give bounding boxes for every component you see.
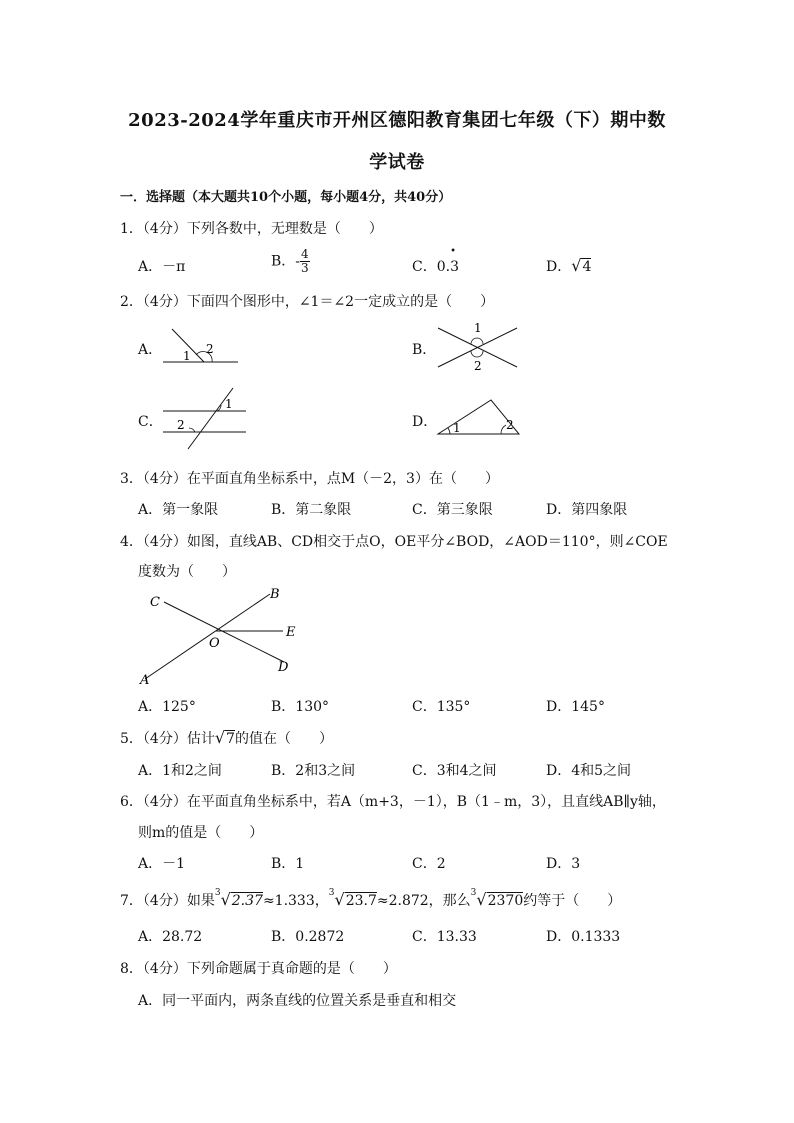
section-heading: 一．选择题（本大题共10个小题，每小题4分，共40分） (120, 190, 452, 205)
q5-option-b: B．2和3之间 (271, 763, 356, 779)
q6-option-b: B．1 (271, 856, 305, 872)
question-6-stem-line2: 则m的值是（ ） (138, 825, 264, 841)
svg-text:2: 2 (474, 359, 482, 372)
q7-option-a: A．28.72 (138, 929, 203, 945)
q6-option-a: A．－1 (138, 856, 186, 872)
svg-text:2: 2 (177, 418, 185, 432)
question-1-stem: 1．（4分）下列各数中，无理数是（ ） (120, 221, 383, 237)
q3-option-a: A．第一象限 (138, 502, 219, 518)
svg-text:1: 1 (453, 421, 461, 435)
svg-text:C: C (150, 595, 160, 610)
svg-text:2: 2 (206, 342, 214, 356)
q3-option-c: C．第三象限 (412, 502, 493, 518)
question-6-stem-line1: 6．（4分）在平面直角坐标系中，若A（m+3，－1），B（1﹣m，3），且直线AB∥y轴， (120, 794, 666, 810)
q1-option-d: D．√4 (546, 256, 592, 275)
page-title-line1: 2023-2024学年重庆市开州区德阳教育集团七年级（下）期中数 (128, 110, 666, 131)
q4-option-a: A．125° (138, 699, 196, 715)
question-3-stem: 3．（4分）在平面直角坐标系中，点M（－2，3）在（ ） (120, 471, 499, 487)
fraction: $\frac{4}{3}$ (301, 247, 309, 275)
question-7-stem: 7．（4分）如果$^3$√2.37≈1.333，$^3$√23.7≈2.872，那么$^3$√2370约等于（ ） (120, 888, 622, 909)
svg-text:O: O (209, 636, 220, 651)
q2-figure-b (435, 320, 520, 372)
q3-option-d: D．第四象限 (546, 502, 628, 518)
q5-option-d: D．4和5之间 (546, 763, 632, 779)
svg-text:1: 1 (474, 321, 482, 335)
q2-figure-c (160, 384, 250, 452)
svg-text:E: E (286, 625, 296, 640)
q6-option-d: D．3 (546, 856, 581, 872)
q7-option-c: C．13.33 (412, 929, 477, 945)
question-5-stem: 5．（4分）估计√7的值在（ ） (120, 728, 333, 747)
question-4-stem-line2: 度数为（ ） (138, 564, 236, 580)
svg-text:B: B (270, 587, 280, 602)
q4-option-c: C．135° (412, 699, 471, 715)
q1-option-b: B．- $\frac{4}{3}$ (271, 247, 309, 275)
q4-option-d: D．145° (546, 699, 605, 715)
q2-option-d: D． (412, 414, 438, 430)
page-title-line2: 学试卷 (369, 152, 425, 173)
q5-option-c: C．3和4之间 (412, 763, 497, 779)
svg-text:1: 1 (183, 349, 191, 363)
q3-option-b: B．第二象限 (271, 502, 352, 518)
q8-option-a: A．同一平面内，两条直线的位置关系是垂直和相交 (138, 993, 457, 1009)
q2-option-a: A． (138, 342, 163, 358)
question-4-stem-line1: 4．（4分）如图，直线AB、CD相交于点O，OE平分∠BOD，∠AOD＝110°，则∠COE (120, 534, 668, 550)
svg-text:D: D (278, 660, 289, 675)
q6-option-c: C．2 (412, 856, 446, 872)
q4-figure (136, 584, 301, 688)
q5-option-a: A．1和2之间 (138, 763, 222, 779)
question-2-stem: 2．（4分）下面四个图形中，∠1＝∠2一定成立的是（ ） (120, 294, 495, 310)
q2-figure-d (435, 396, 523, 438)
repeating-dot: • (450, 246, 456, 257)
q2-figure-a (160, 326, 242, 366)
q4-option-b: B．130° (271, 699, 330, 715)
q2-option-b: B． (412, 342, 437, 358)
q7-option-d: D．0.1333 (546, 929, 621, 945)
svg-text:A: A (140, 673, 150, 688)
q1-option-c: C．0. • 3 (412, 246, 459, 275)
q7-option-b: B．0.2872 (271, 929, 345, 945)
q2-option-c: C． (138, 414, 163, 430)
svg-text:1: 1 (225, 397, 233, 411)
q1-option-a: A．－π (138, 259, 186, 275)
question-8-stem: 8．（4分）下列命题属于真命题的是（ ） (120, 961, 397, 977)
svg-text:2: 2 (506, 418, 514, 432)
